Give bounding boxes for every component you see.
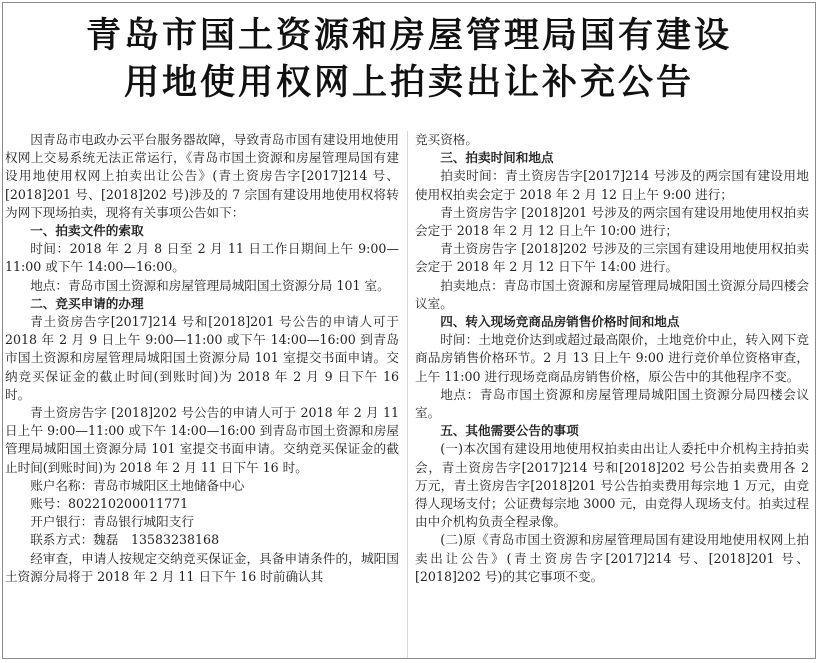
right-column	[415, 131, 809, 659]
section-4-paragraph-1: 时间：土地竞价达到或超过最高限价，土地竞价中止，转入网下竞商品房销售价格环节。2 月 13 日上午 9:00 进行竞价单位资格审查，上午 11:00 进行现场竞商品房销售价格，原公告中的其他程序不变。	[415, 332, 809, 384]
section-2-paragraph-1: 青土资房告字[2017]214 号和[2018]201 号公告的申请人可于 2018 年 2 月 9 日上午 9:00—11:00 或下午 14:00—16:00 到青岛市国土资源和房屋管理局城阳国土资源分局 101 室提交书面申请。交纳竞买保证金的截止时间(到账时间)为 2018 年 2 月 9 日下午 16 时。	[5, 314, 399, 402]
contact-info: 联系方式：魏磊 13583238168	[30, 532, 220, 548]
section-2-paragraph-2: 青土资房告字 [2018]202 号公告的申请人可于 2018 年 2 月 11 日上午 9:00—11:00 或下午 14:00—16:00 到青岛市国土资源和房屋管理局城阳国土资源分局 101 室提交书面申请。交纳竞买保证金的截止时间(到账时间)为 2018 年 2 月 11 日下午 16 时。	[5, 405, 399, 475]
section-3-heading: 三、拍卖时间和地点	[440, 150, 554, 166]
account-number: 账号：802210200011771	[30, 496, 189, 512]
left-column	[5, 131, 399, 659]
continued-text: 竞买资格。	[415, 132, 478, 147]
notice-title	[3, 13, 815, 107]
section-1-heading: 一、拍卖文件的索取	[30, 223, 144, 239]
section-3-paragraph-4: 拍卖地点：青岛市国土资源和房屋管理局城阳国土资源分局四楼会议室。	[415, 277, 809, 311]
column-divider	[407, 131, 408, 659]
section-4-heading: 四、转入现场竞商品房销售价格时间和地点	[440, 314, 680, 330]
notice-page	[2, 2, 816, 659]
section-5-paragraph-2: (二)原《青岛市国土资源和房屋管理局国有建设用地使用权网上拍卖出让公告》(青土资房告字[2017]214 号、[2018]201 号、[2018]202 号)的其它事项不变。	[415, 532, 809, 584]
title-line-2: 用地使用权网上拍卖出让补充公告	[123, 63, 694, 103]
section-1-place: 地点：青岛市国土资源和房屋管理局城阳国土资源分局 101 室。	[30, 277, 390, 293]
section-3-paragraph-3: 青土资房告字 [2018]202 号涉及的三宗国有建设用地使用权拍卖会定于 2018 年 2 月 12 日下午 14:00 进行。	[415, 241, 809, 275]
intro-paragraph: 因青岛市电政办云平台服务器故障，导致青岛市国有建设用地使用权网上交易系统无法正常运行，《青岛市国土资源和房屋管理局国有建设用地使用权网上拍卖出让公告》(青土资房告字[2017]214 号、[2018]201 号、[2018]202 号)涉及的 7 宗国有建设用地使用权将转为网下现场拍卖，现将有关事项公告如下：	[5, 132, 399, 220]
section-2-heading: 二、竞买申请的办理	[30, 295, 144, 311]
section-4-paragraph-2: 地点：青岛市国土资源和房屋管理局城阳国土资源分局四楼会议室。	[415, 386, 809, 421]
section-1-time: 时间：2018 年 2 月 8 日至 2 月 11 日工作日期间上午 9:00—11:00 或下午 14:00—16:00。	[5, 241, 399, 275]
account-name: 账户名称：青岛市城阳区土地储备中心	[30, 477, 245, 493]
title-line-1: 青岛市国土资源和房屋管理局国有建设	[85, 16, 732, 56]
section-5-heading: 五、其他需要公告的事项	[440, 423, 579, 439]
section-3-paragraph-1: 拍卖时间：青土资房告字[2017]214 号涉及的两宗国有建设用地使用权拍卖会定于 2018 年 2 月 12 日上午 9:00 进行；	[415, 168, 809, 202]
section-5-paragraph-1: (一)本次国有建设用地使用权拍卖由出让人委托中介机构主持拍卖会，青土资房告字[2017]214 号和[2018]202 号公告拍卖费用各 2 万元，青土资房告字[2018]201 号公告拍卖费用每宗地 1 万元，由竞得人现场支付；公证费每宗地 3000 元，由竞得人现场支付。拍卖过程由中介机构负责全程录像。	[415, 441, 809, 530]
section-3-paragraph-2: 青土资房告字 [2018]201 号涉及的两宗国有建设用地使用权拍卖会定于 2018 年 2 月 12 日上午 10:00 进行；	[415, 204, 809, 239]
bank-name: 开户银行：青岛银行城阳支行	[30, 514, 194, 530]
section-2-paragraph-3: 经审查，申请人按规定交纳竞买保证金，具备申请条件的，城阳国土资源分局将于 2018 年 2 月 11 日下午 16 时前确认其	[5, 550, 399, 584]
